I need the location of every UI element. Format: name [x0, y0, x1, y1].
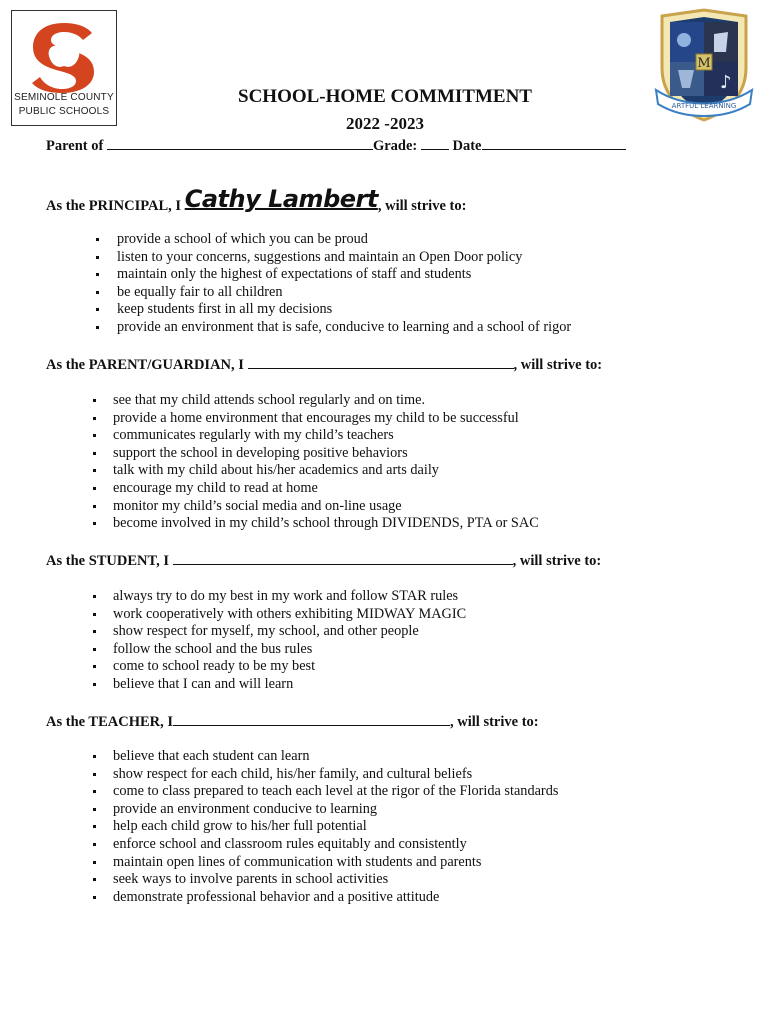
date-label: Date	[452, 138, 482, 154]
list-item: seek ways to involve parents in school activities	[113, 871, 558, 889]
parent-commitments-list	[113, 392, 539, 533]
student-heading	[46, 552, 601, 570]
school-crest	[654, 8, 754, 128]
district-name-line1: SEMINOLE COUNTY	[14, 92, 114, 103]
list-item: enforce school and classroom rules equitably and consistently	[113, 836, 558, 854]
list-item: follow the school and the bus rules	[113, 641, 466, 659]
student-name-blank[interactable]	[173, 552, 513, 565]
list-item: provide an environment that is safe, conducive to learning and a school of rigor	[117, 318, 572, 335]
list-item: demonstrate professional behavior and a positive attitude	[113, 889, 558, 907]
list-item: show respect for myself, my school, and other people	[113, 623, 466, 641]
school-year: 2022 -2023	[346, 114, 424, 133]
list-item: listen to your concerns, suggestions and maintain an Open Door policy	[117, 249, 571, 267]
grade-label: Grade:	[372, 138, 418, 154]
parent-name-blank[interactable]	[248, 356, 514, 369]
list-item: always try to do my best in my work and follow STAR rules	[113, 588, 466, 606]
list-item: encourage my child to read at home	[113, 480, 539, 498]
list-item: believe that each student can learn	[113, 748, 558, 766]
district-name-line2: PUBLIC SCHOOLS	[18, 106, 110, 117]
list-item: help each child grow to his/her full potential	[113, 818, 558, 836]
list-item: see that my child attends school regularly and on time.	[113, 392, 539, 410]
list-item: be equally fair to all children	[117, 284, 571, 302]
list-item: provide a home environment that encourages my child to be successful	[113, 410, 539, 428]
parent-grade-date-line	[46, 137, 626, 155]
parent-suffix: , will strive to:	[513, 357, 603, 373]
list-item: show respect for each child, his/her family, and cultural beliefs	[113, 766, 558, 784]
principal-signature: Cathy Lambert	[184, 185, 378, 213]
teacher-name-blank[interactable]	[173, 713, 450, 726]
parent-heading	[46, 356, 602, 374]
list-item: communicates regularly with my child’s teachers	[113, 427, 539, 445]
teacher-commitments-list	[113, 748, 558, 906]
list-item: come to school ready to be my best	[113, 658, 466, 676]
list-item: talk with my child about his/her academics and arts daily	[113, 462, 539, 480]
district-logo	[11, 10, 117, 126]
principal-commitments-list	[117, 231, 571, 337]
page-title: SCHOOL-HOME COMMITMENT	[238, 86, 532, 107]
crest-ribbon-text: ARTFUL LEARNING	[671, 102, 737, 110]
list-item: work cooperatively with others exhibiting MIDWAY MAGIC	[113, 605, 467, 622]
date-blank[interactable]	[482, 137, 626, 150]
seminole-s-apple-icon	[30, 17, 98, 93]
list-item: maintain only the highest of expectations of staff and students	[117, 266, 571, 284]
student-prefix: As the STUDENT, I	[46, 553, 170, 569]
teacher-prefix: As the TEACHER, I	[46, 714, 174, 730]
list-item: monitor my child’s social media and on-line usage	[113, 498, 539, 516]
list-item: believe that I can and will learn	[113, 676, 466, 694]
principal-heading	[46, 185, 467, 216]
principal-suffix: , will strive to:	[377, 198, 467, 214]
svg-text:♪: ♪	[720, 72, 732, 93]
grade-blank[interactable]	[421, 137, 449, 150]
list-item: come to class prepared to teach each level at the rigor of the Florida standards	[113, 783, 559, 800]
parent-prefix: As the PARENT/GUARDIAN, I	[46, 357, 244, 373]
list-item: maintain open lines of communication with students and parents	[113, 854, 558, 872]
list-item: provide an environment conducive to learning	[113, 801, 558, 819]
parent-of-blank[interactable]	[107, 137, 373, 150]
crest-shield-icon	[654, 8, 754, 128]
teacher-suffix: , will strive to:	[450, 714, 539, 730]
list-item: become involved in my child’s school through DIVIDENDS, PTA or SAC	[113, 515, 539, 532]
crest-letter: M	[697, 56, 711, 71]
teacher-heading	[46, 713, 539, 731]
list-item: support the school in developing positive behaviors	[113, 445, 539, 463]
principal-prefix: As the PRINCIPAL, I	[46, 198, 182, 214]
student-commitments-list	[113, 588, 466, 694]
list-item: keep students first in all my decisions	[117, 301, 571, 319]
student-suffix: , will strive to:	[512, 553, 602, 569]
list-item: provide a school of which you can be proud	[117, 231, 571, 249]
parent-of-label: Parent of	[46, 138, 104, 154]
